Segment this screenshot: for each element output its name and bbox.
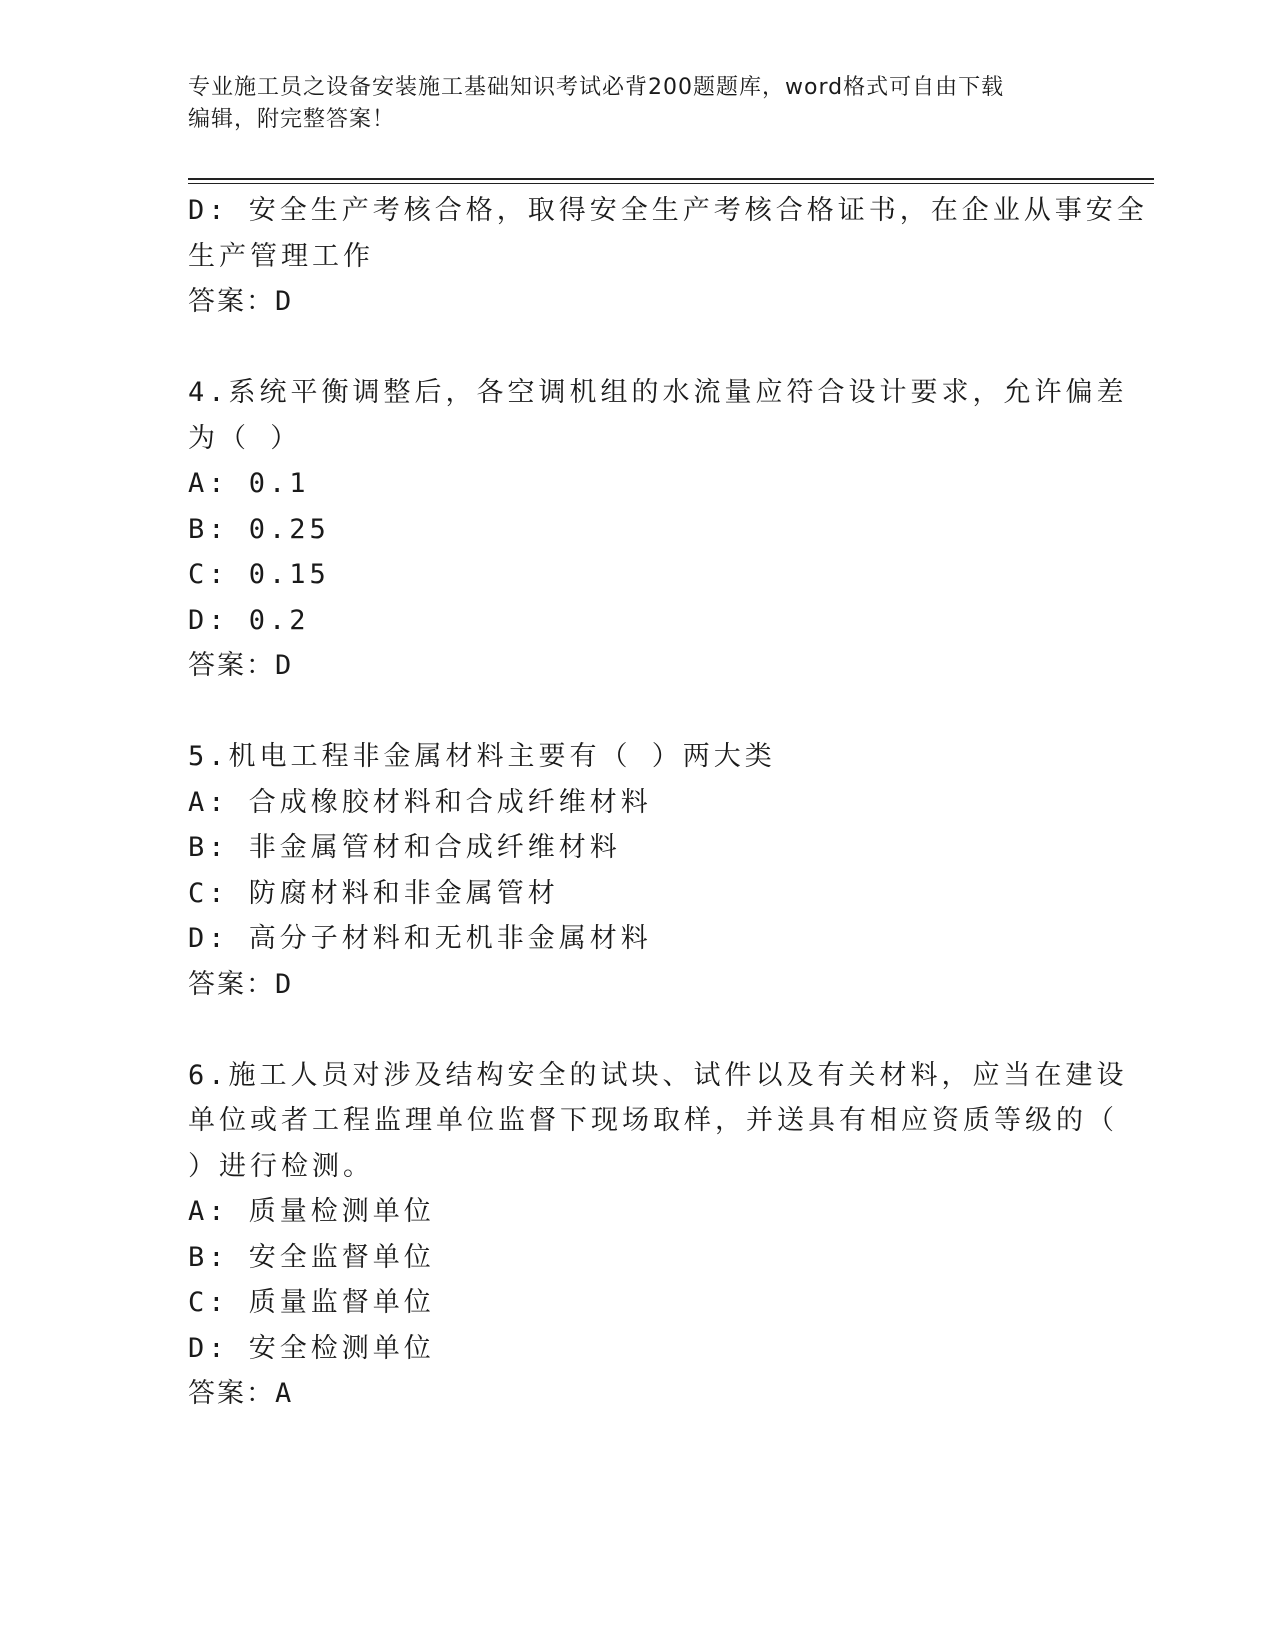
question-6: [188, 1053, 1128, 1417]
option-d: D: 安全生产考核合格，取得安全生产考核合格证书，在企业从事安全: [188, 195, 1148, 226]
header-title-line-1: 专业施工员之设备安装施工基础知识考试必背200题题库，word格式可自由下载: [188, 75, 1005, 100]
header-divider: [188, 178, 1154, 184]
question-spacer: [188, 1007, 1088, 1053]
answer-line: 答案：A: [188, 1378, 294, 1409]
option-b: B: 非金属管材和合成纤维材料: [188, 832, 621, 863]
document-header: [188, 72, 1068, 136]
answer-line: 答案：D: [188, 286, 294, 317]
option-a: A: 合成橡胶材料和合成纤维材料: [188, 786, 652, 818]
question-spacer: [188, 325, 1088, 371]
header-title-line-2: 编辑，附完整答案！: [188, 107, 396, 132]
option-b: B: 0.25: [188, 513, 330, 545]
question-stem: 5.机电工程非金属材料主要有（ ）两大类: [188, 741, 776, 772]
question-stem: 4.系统平衡调整后，各空调机组的水流量应符合设计要求，允许偏差: [188, 377, 1128, 408]
question-stem-continued: 单位或者工程监理单位监督下现场取样，并送具有相应资质等级的（: [188, 1105, 1118, 1136]
option-d: D: 安全检测单位: [188, 1332, 435, 1364]
option-d-continued: 生产管理工作: [188, 240, 374, 272]
question-stem: 6.施工人员对涉及结构安全的试块、试件以及有关材料，应当在建设: [188, 1059, 1128, 1091]
option-b: B: 安全监督单位: [188, 1241, 435, 1273]
question-3-tail: [188, 188, 1148, 325]
answer-line: 答案：D: [188, 968, 294, 1000]
answer-line: 答案：D: [188, 650, 294, 681]
option-d: D: 0.2: [188, 604, 310, 636]
option-c: C: 质量监督单位: [188, 1287, 435, 1318]
question-5: [188, 734, 1088, 1007]
question-4: [188, 370, 1128, 689]
option-a: A: 质量检测单位: [188, 1196, 435, 1227]
question-stem-continued: 为（ ）: [188, 422, 302, 454]
option-c: C: 防腐材料和非金属管材: [188, 877, 559, 909]
option-d: D: 高分子材料和无机非金属材料: [188, 923, 652, 954]
option-a: A: 0.1: [188, 468, 310, 499]
option-c: C: 0.15: [188, 559, 330, 590]
question-spacer: [188, 689, 1088, 735]
question-list: [188, 188, 1148, 1417]
question-stem-continued: ）进行检测。: [188, 1150, 374, 1182]
